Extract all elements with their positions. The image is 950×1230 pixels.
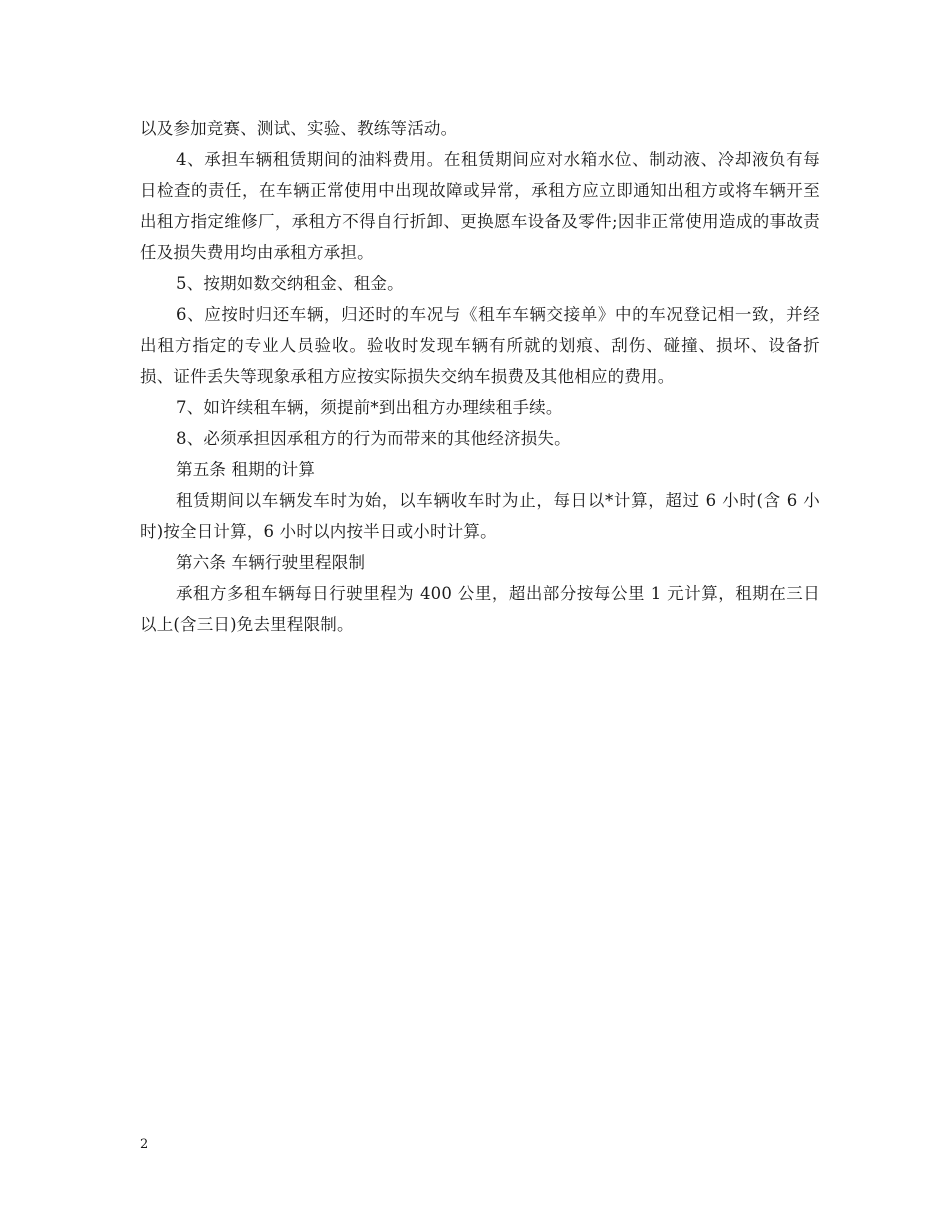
paragraph-item-7: 7、如许续租车辆，须提前*到出租方办理续租手续。 <box>176 398 563 417</box>
page-number: 2 <box>140 1137 149 1152</box>
document-body <box>140 113 820 640</box>
paragraph-item-6: 6、应按时归还车辆，归还时的车况与《租车车辆交接单》中的车况登记相一致，并经出租方指定的专业人员验收。验收时发现车辆有所就的划痕、刮伤、碰撞、损坏、设备折损、证件丢失等现象承租方应按实际损失交纳车损费及其他相应的费用。 <box>140 305 820 386</box>
paragraph-item-8: 8、必须承担因承租方的行为而带来的其他经济损失。 <box>176 429 571 448</box>
section-heading-article-5: 第五条 租期的计算 <box>176 460 316 479</box>
paragraph-article-5-body: 租赁期间以车辆发车时为始，以车辆收车时为止，每日以*计算，超过 6 小时(含 6 小时)按全日计算，6 小时以内按半日或小时计算。 <box>140 491 820 541</box>
paragraph-article-6-body: 承租方多租车辆每日行驶里程为 400 公里，超出部分按每公里 1 元计算，租期在三日以上(含三日)免去里程限制。 <box>140 584 820 634</box>
paragraph-item-4: 4、承担车辆租赁期间的油料费用。在租赁期间应对水箱水位、制动液、冷却液负有每日检查的责任，在车辆正常使用中出现故障或异常，承租方应立即通知出租方或将车辆开至出租方指定维修厂，承租方不得自行折卸、更换愿车设备及零件;因非正常使用造成的事故责任及损失费用均由承租方承担。 <box>140 150 820 262</box>
paragraph-item-5: 5、按期如数交纳租金、租金。 <box>176 274 404 293</box>
paragraph-continuation: 以及参加竞赛、测试、实验、教练等活动。 <box>140 119 458 138</box>
section-heading-article-6: 第六条 车辆行驶里程限制 <box>176 553 366 572</box>
